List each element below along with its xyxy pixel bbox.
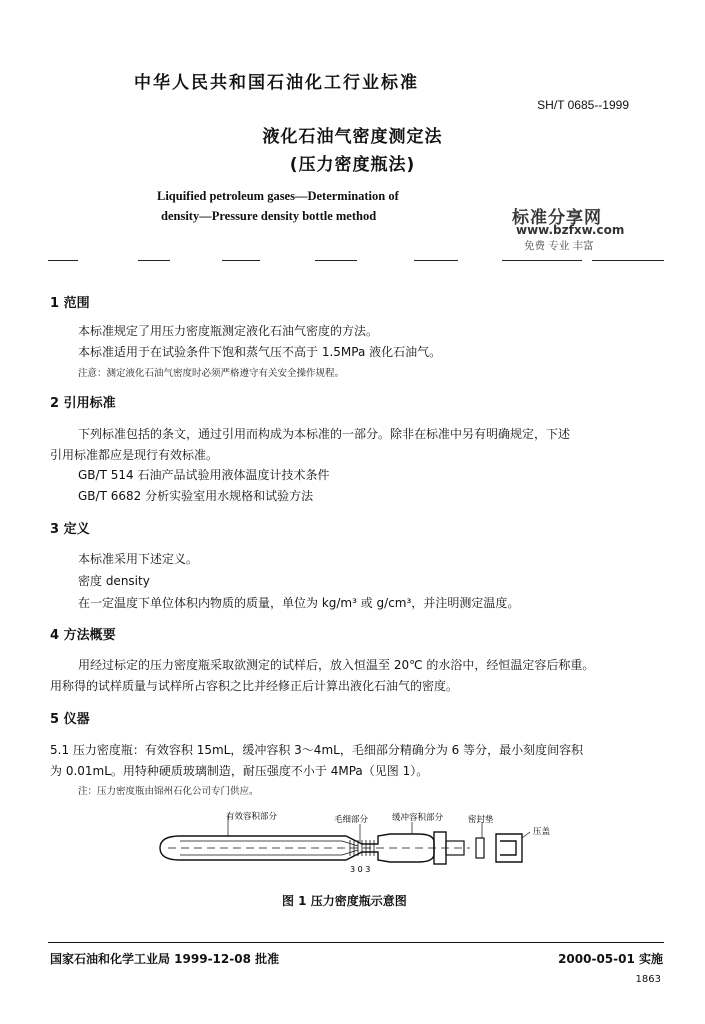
section-5-supplier-note: 注：压力密度瓶由锦州石化公司专门供应。	[78, 786, 259, 797]
clause-5-1-line-1: 5.1 压力密度瓶：有效容积 15mL，缓冲容积 3～4mL，毛细部分精确分为 6 等分，最小刻度间容积	[50, 743, 584, 757]
section-4-heading: 4 方法概要	[50, 628, 116, 643]
watermark-title: 标准分享网	[512, 208, 602, 228]
pressure-density-bottle-figure	[150, 808, 550, 890]
figure-scale-marks: 3 0 3	[350, 865, 371, 874]
sealing-gasket	[476, 838, 484, 858]
separator-segment	[138, 260, 170, 261]
section-2-paragraph-line-2: 引用标准都应是现行有效标准。	[50, 448, 219, 462]
approval-line: 国家石油和化学工业局 1999-12-08 批准	[50, 952, 280, 966]
reference-gbt-6682: GB/T 6682 分析实验室用水规格和试验方法	[78, 489, 314, 503]
section-4-paragraph-line-1: 用经过标定的压力密度瓶采取欲测定的试样后，放入恒温至 20℃ 的水浴中，经恒温定容后称重。	[78, 658, 595, 672]
separator-segment	[592, 260, 664, 261]
separator-segment	[315, 260, 357, 261]
separator-segment	[502, 260, 582, 261]
standard-number: SH/T 0685--1999	[537, 98, 629, 112]
separator-segment	[48, 260, 78, 261]
page-subtitle: (压力密度瓶法)	[289, 155, 416, 175]
separator-segment	[222, 260, 260, 261]
definition-term: 密度 density	[78, 574, 150, 588]
figure-label-cap: 压盖	[533, 827, 550, 837]
section-3-paragraph-1: 本标准采用下述定义。	[78, 552, 199, 566]
page-title: 液化石油气密度测定法	[262, 127, 443, 147]
pressure-cap	[496, 834, 522, 862]
capillary-graduations	[350, 840, 374, 856]
figure-label-effective-volume: 有效容积部分	[226, 812, 278, 822]
page-number: 1863	[635, 974, 661, 985]
section-1-paragraph-2: 本标准适用于在试验条件下饱和蒸气压不高于 1.5MPa 液化石油气。	[78, 345, 442, 359]
section-2-paragraph-line-1: 下列标准包括的条文，通过引用而构成为本标准的一部分。除非在标准中另有明确规定，下述	[78, 427, 571, 441]
issuing-authority: 中华人民共和国石油化工行业标准	[134, 73, 419, 93]
figure-caption: 图 1 压力密度瓶示意图	[282, 894, 407, 908]
footer-rule	[48, 942, 664, 943]
watermark-slogan: 免费 专业 丰富	[524, 240, 594, 252]
reference-gbt-514: GB/T 514 石油产品试验用液体温度计技术条件	[78, 468, 330, 482]
section-1-paragraph-1: 本标准规定了用压力密度瓶测定液化石油气密度的方法。	[78, 324, 379, 338]
clause-5-1-line-2: 为 0.01mL。用特种硬质玻璃制造，耐压强度不小于 4MPa（见图 1）。	[50, 764, 429, 778]
section-1-safety-note: 注意：测定液化石油气密度时必须严格遵守有关安全操作规程。	[78, 368, 345, 379]
implementation-date: 2000-05-01 实施	[558, 952, 663, 966]
section-1-heading: 1 范围	[50, 296, 90, 311]
title-english-line-2: density—Pressure density bottle method	[161, 209, 377, 223]
section-2-heading: 2 引用标准	[50, 396, 116, 411]
watermark-url[interactable]: www.bzfxw.com	[516, 223, 625, 237]
section-4-paragraph-line-2: 用称得的试样质量与试样所占容积之比并经修正后计算出液化石油气的密度。	[50, 679, 459, 693]
separator-segment	[414, 260, 458, 261]
title-english-line-1: Liquified petroleum gases—Determination of	[157, 189, 399, 203]
figure-label-gasket: 密封垫	[468, 815, 494, 825]
figure-label-capillary: 毛细部分	[334, 815, 369, 825]
definition-text: 在一定温度下单位体积内物质的质量，单位为 kg/m³ 或 g/cm³，并注明测定温度。	[78, 596, 520, 610]
figure-label-buffer-volume: 缓冲容积部分	[392, 813, 444, 823]
section-5-heading: 5 仪器	[50, 712, 90, 727]
section-3-heading: 3 定义	[50, 522, 90, 537]
